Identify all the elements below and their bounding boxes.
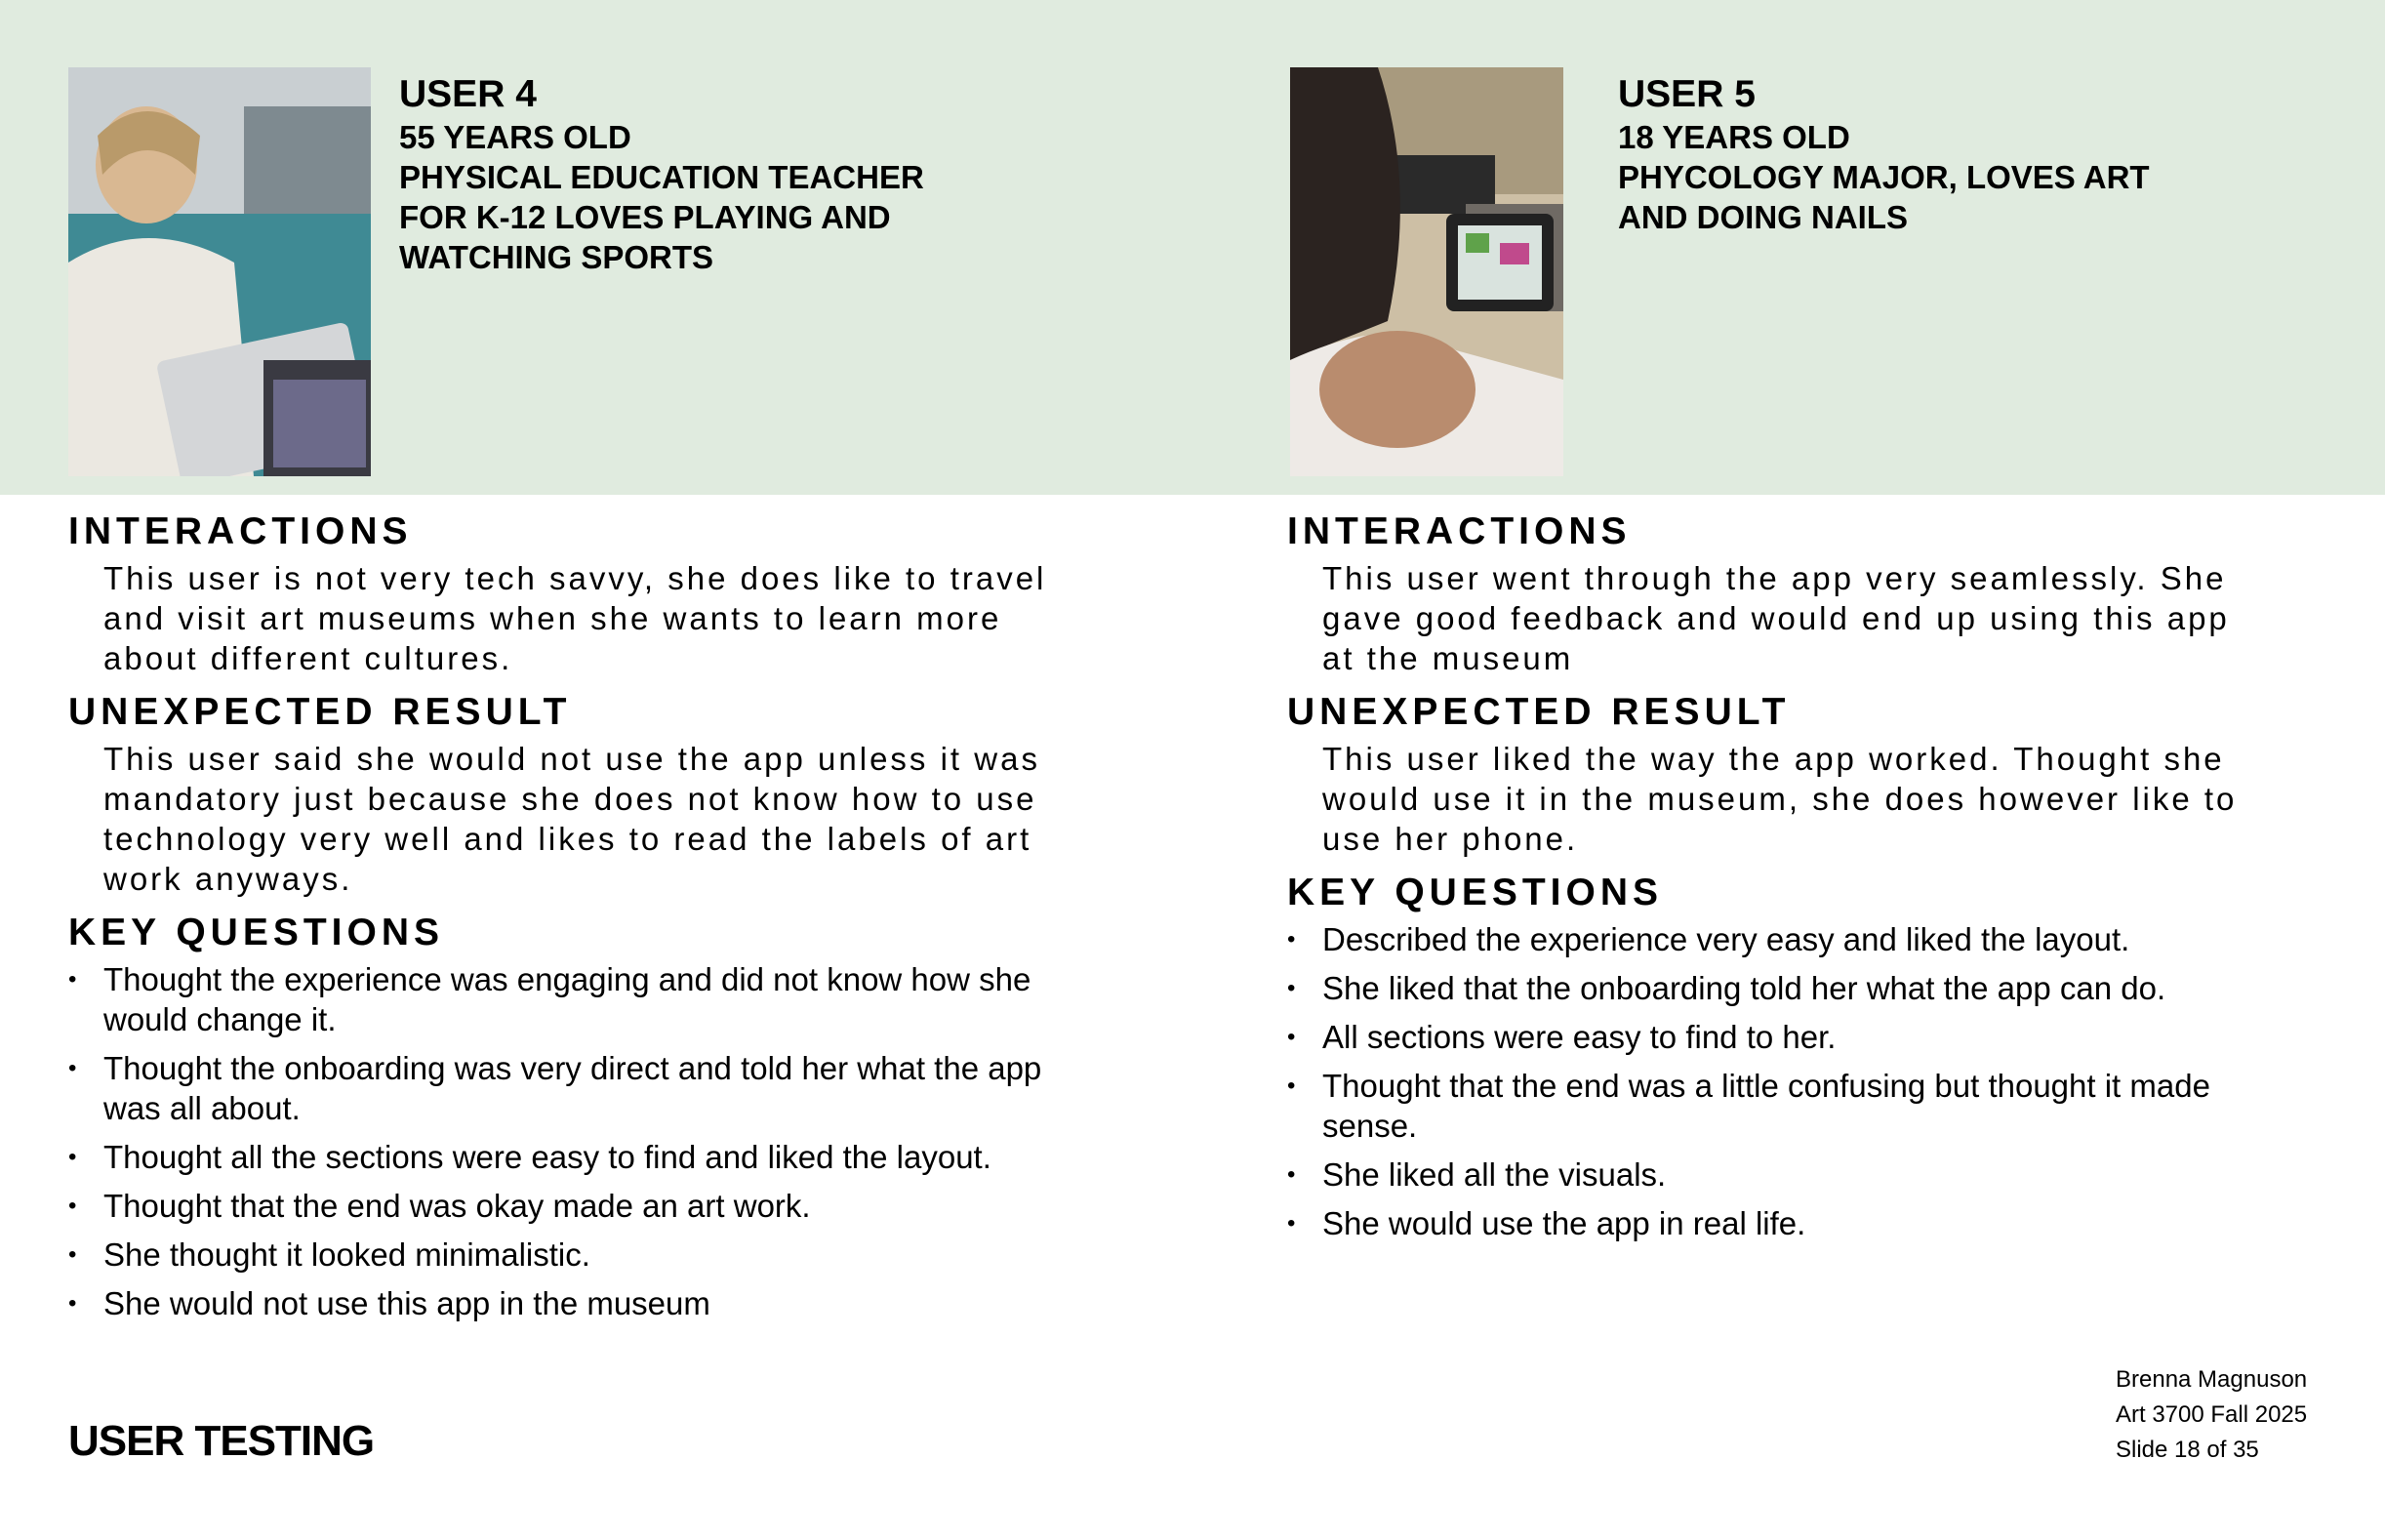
question-text: She liked that the onboarding told her what the app can do.: [1322, 970, 2166, 1006]
unexpected-result-text: This user said she would not use the app unless it was mandatory just because she does not know how to use technology very well and likes to read the labels of art work anyways.: [103, 741, 1040, 897]
list-item: [1287, 1203, 2351, 1243]
bullet: •: [1287, 1161, 1296, 1188]
list-item: [68, 1137, 1132, 1177]
interactions-text: This user is not very tech savvy, she does like to travel and visit art museums when she wants to learn more about different cultures.: [103, 560, 1047, 676]
bullet: •: [68, 966, 77, 993]
question-text: Thought all the sections were easy to find and liked the layout.: [103, 1139, 991, 1175]
bullet: •: [1287, 926, 1296, 952]
user-5-name: USER 5: [1618, 73, 1756, 115]
key-questions-heading: KEY QUESTIONS: [1287, 871, 1664, 913]
bullet: •: [68, 1290, 77, 1317]
slide-credits: [2116, 1362, 2307, 1468]
unexpected-result-heading: UNEXPECTED RESULT: [68, 691, 572, 733]
bullet: •: [1287, 1024, 1296, 1050]
question-text: Described the experience very easy and liked the layout.: [1322, 921, 2130, 957]
slide-title: USER TESTING: [68, 1417, 375, 1465]
list-item: [1287, 1155, 2351, 1195]
user-4-findings: [68, 507, 1132, 1332]
list-item: [68, 1235, 1132, 1275]
user-5-findings: [1287, 507, 2351, 1252]
key-questions-heading: KEY QUESTIONS: [68, 912, 445, 953]
slide-number: Slide 18 of 35: [2116, 1437, 2259, 1463]
question-text: All sections were easy to find to her.: [1322, 1019, 1837, 1055]
question-text: Thought that the end was okay made an art work.: [103, 1188, 811, 1224]
list-item: [1287, 968, 2351, 1008]
interactions-heading: INTERACTIONS: [1287, 510, 1632, 552]
key-questions-list: [1287, 919, 2351, 1243]
user-4-name: USER 4: [399, 73, 537, 115]
key-questions-list: [68, 959, 1132, 1323]
list-item: [68, 1283, 1132, 1323]
user-4-description: 55 YEARS OLD PHYSICAL EDUCATION TEACHER FOR K-12 LOVES PLAYING AND WATCHING SPORTS: [399, 119, 924, 275]
bullet: •: [68, 1193, 77, 1219]
bullet: •: [68, 1144, 77, 1170]
course-label: Art 3700 Fall 2025: [2116, 1401, 2308, 1428]
bullet: •: [1287, 1073, 1296, 1099]
interactions-text: This user went through the app very seamlessly. She gave good feedback and would end up using this app at the museum: [1322, 560, 2230, 676]
unexpected-result-text: This user liked the way the app worked. Thought she would use it in the museum, she does however like to use her phone.: [1322, 741, 2238, 857]
interactions-heading: INTERACTIONS: [68, 510, 413, 552]
bullet: •: [1287, 1210, 1296, 1236]
list-item: [1287, 1017, 2351, 1057]
question-text: She liked all the visuals.: [1322, 1156, 1667, 1193]
bullet: •: [68, 1055, 77, 1081]
list-item: [68, 1048, 1132, 1128]
user-4-photo: [68, 67, 371, 476]
question-text: She thought it looked minimalistic.: [103, 1236, 590, 1273]
question-text: She would not use this app in the museum: [103, 1285, 710, 1321]
bullet: •: [68, 1241, 77, 1268]
list-item: [68, 959, 1132, 1039]
question-text: Thought that the end was a little confusing but thought it made sense.: [1322, 1068, 2210, 1144]
unexpected-result-heading: UNEXPECTED RESULT: [1287, 691, 1791, 733]
list-item: [68, 1186, 1132, 1226]
question-text: Thought the experience was engaging and did not know how she would change it.: [103, 961, 1031, 1037]
list-item: [1287, 919, 2351, 959]
user-5-photo: [1290, 67, 1563, 476]
bullet: •: [1287, 975, 1296, 1001]
question-text: Thought the onboarding was very direct and told her what the app was all about.: [103, 1050, 1042, 1126]
user-5-description: 18 YEARS OLD PHYCOLOGY MAJOR, LOVES ART AND DOING NAILS: [1618, 119, 2150, 235]
question-text: She would use the app in real life.: [1322, 1205, 1806, 1241]
author-name: Brenna Magnuson: [2116, 1366, 2308, 1393]
list-item: [1287, 1066, 2351, 1146]
